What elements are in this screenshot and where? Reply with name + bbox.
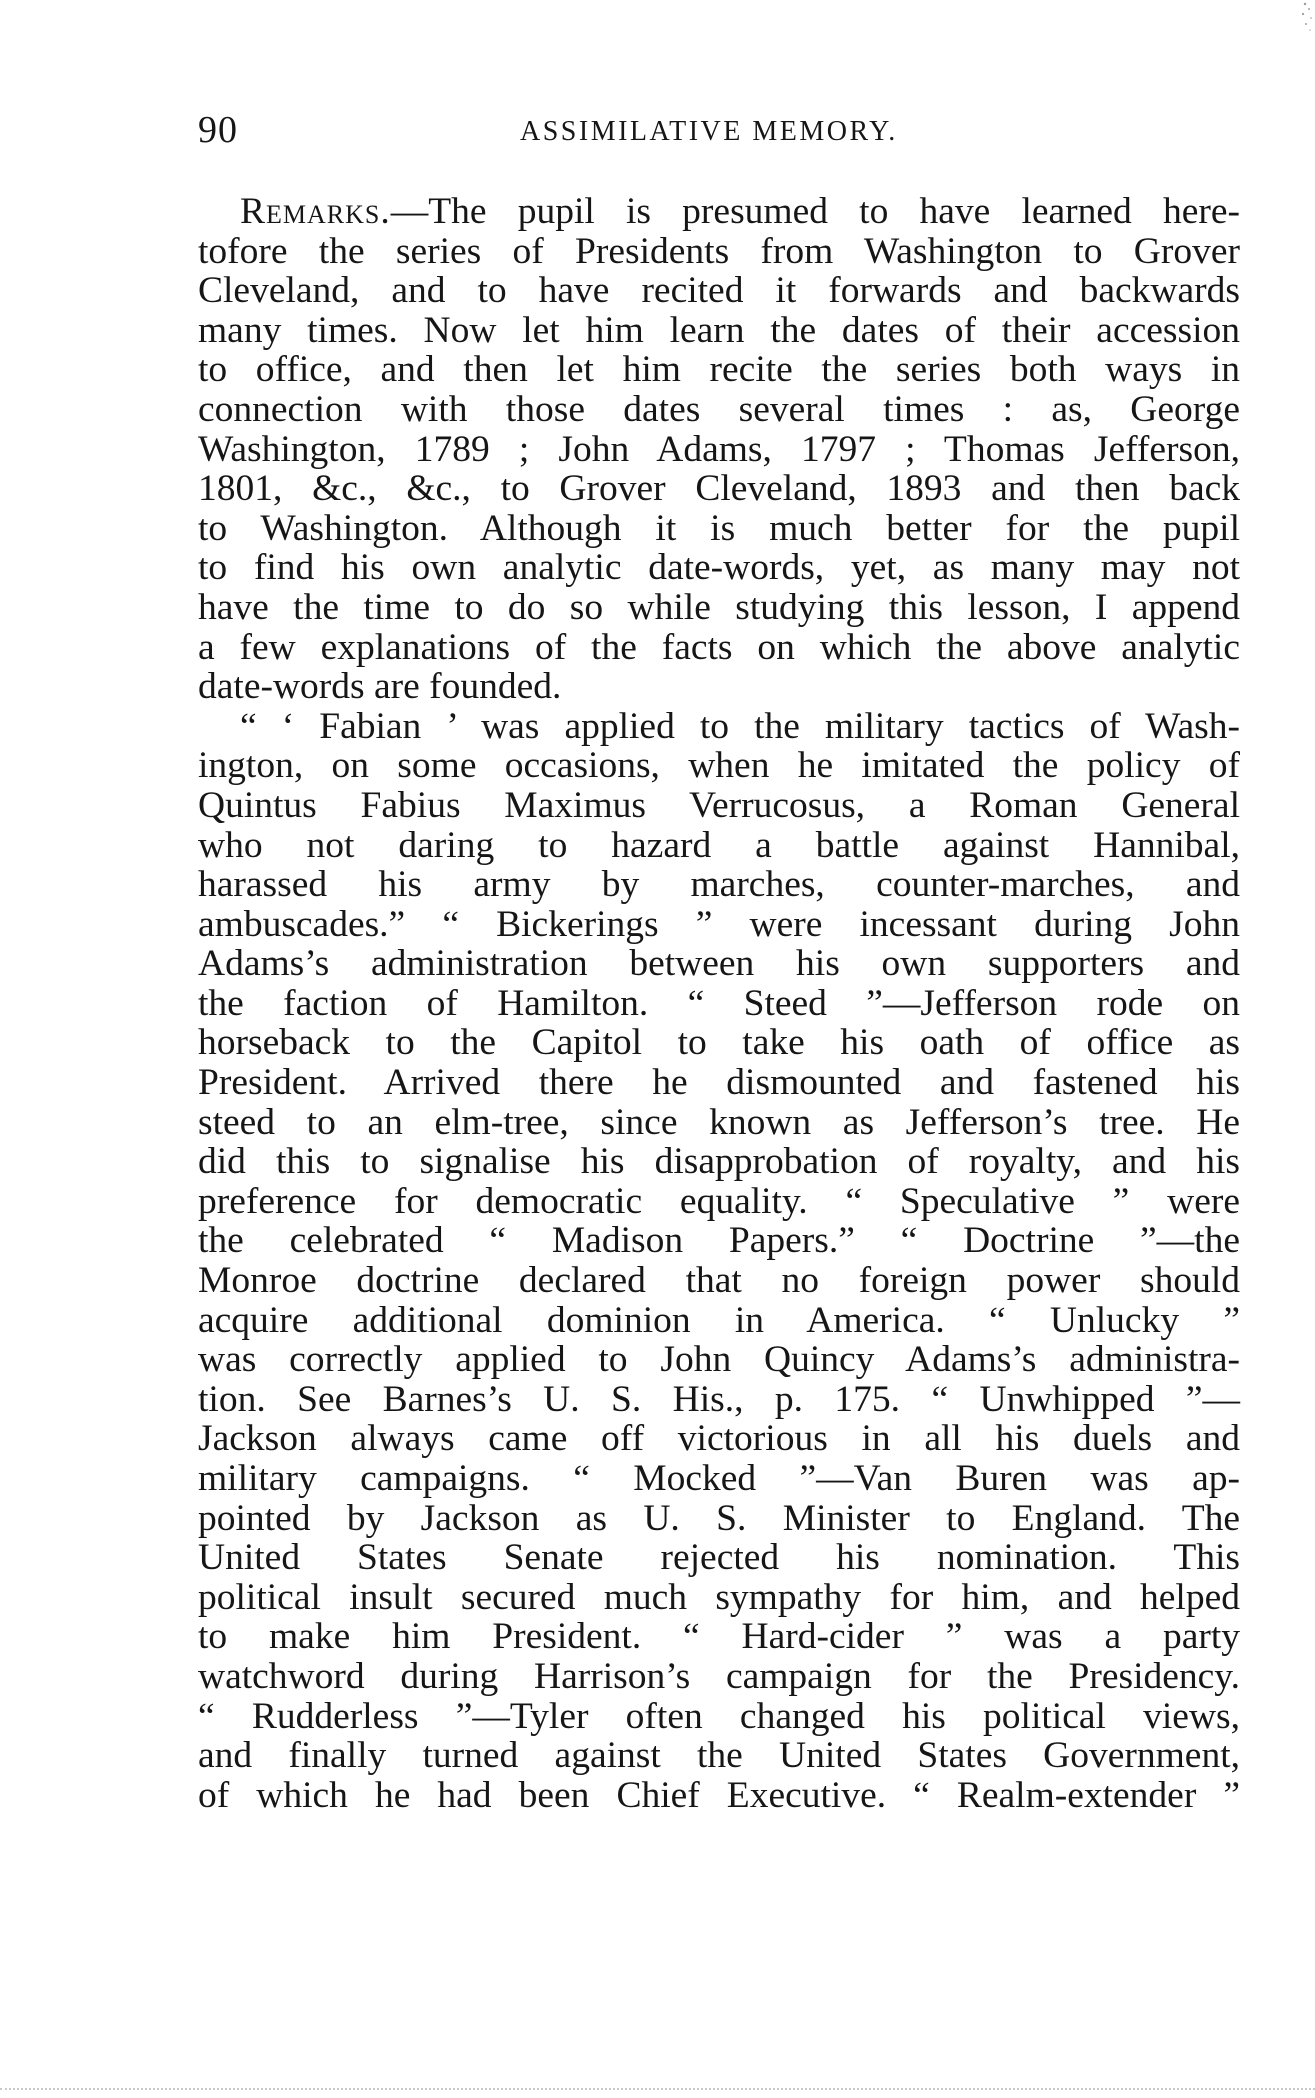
text-line: the celebrated “ Madison Papers.” “ Doctrine ”—the [198,1220,1240,1262]
text-line: steed to an elm-tree, since known as Jefferson’s tree. He [198,1101,1240,1143]
text-line: to Washington. Although it is much better for the pupil [198,507,1240,549]
text-line: tofore the series of Presidents from Washington to Grover [198,230,1240,272]
text-line: Adams’s administration between his own supporters and [198,943,1240,985]
text-line-content: —The pupil is presumed to have learned here- [390,191,1240,232]
text-line: of which he had been Chief Executive. “ Realm-extender ” [198,1774,1240,1816]
text-line: to office, and then let him recite the series both ways in [198,349,1240,391]
text-line: pointed by Jackson as U. S. Minister to England. The [198,1497,1240,1539]
text-line: connection with those dates several times : as, George [198,388,1240,430]
text-line: Cleveland, and to have recited it forwards and backwards [198,270,1240,312]
text-line: preference for democratic equality. “ Speculative ” were [198,1180,1240,1222]
text-line [198,192,1240,232]
text-line: military campaigns. “ Mocked ”—Van Buren was ap- [198,1458,1240,1499]
text-line: and finally turned against the United States Government, [198,1735,1240,1777]
running-head-title: ASSIMILATIVE MEMORY. [520,116,898,147]
scan-edge-specks [1291,0,1315,40]
text-line: did this to signalise his disapprobation of royalty, and his [198,1141,1240,1183]
text-line: date-words are founded. [198,666,562,708]
text-line: ington, on some occasions, when he imitated the policy of [198,745,1240,787]
text-line: to make him President. “ Hard-cider ” was a party [198,1616,1240,1658]
text-line: a few explanations of the facts on which the above analytic [198,626,1240,668]
text-line: the faction of Hamilton. “ Steed ”—Jefferson rode on [198,982,1240,1024]
text-line: United States Senate rejected his nomination. This [198,1537,1240,1579]
text-line: 1801, &c., &c., to Grover Cleveland, 1893 and then back [198,468,1240,510]
text-line: tion. See Barnes’s U. S. His., p. 175. “ Unwhipped ”— [198,1378,1240,1420]
text-line: Washington, 1789 ; John Adams, 1797 ; Thomas Jefferson, [198,428,1240,470]
body-text [198,192,1240,1815]
text-line: horseback to the Capitol to take his oath of office as [198,1022,1240,1064]
text-line: Jackson always came off victorious in all his duels and [198,1418,1240,1460]
text-line: “ Rudderless ”—Tyler often changed his political views, [198,1695,1240,1737]
text-line: acquire additional dominion in America. “ Unlucky ” [198,1299,1240,1341]
text-line: many times. Now let him learn the dates of their accession [198,309,1240,351]
remarks-label: Remarks. [240,191,391,232]
text-line: ambuscades.” “ Bickerings ” were incessant during John [198,903,1240,945]
text-line: who not daring to hazard a battle against Hannibal, [198,824,1240,866]
text-line: “ ‘ Fabian ’ was applied to the military tactics of Wash- [240,705,1240,747]
text-line: to find his own analytic date-words, yet, as many may not [198,547,1240,589]
page-number: 90 [198,109,238,151]
text-line: President. Arrived there he dismounted and fastened his [198,1062,1240,1104]
text-line: Quintus Fabius Maximus Verrucosus, a Roman General [198,784,1240,826]
page-bottom-edge [0,2088,1315,2092]
text-line: political insult secured much sympathy for him, and helped [198,1576,1240,1618]
text-line: harassed his army by marches, counter-marches, and [198,864,1240,906]
text-line: was correctly applied to John Quincy Adams’s administra- [198,1339,1240,1381]
text-line: have the time to do so while studying this lesson, I append [198,586,1240,628]
text-line: Monroe doctrine declared that no foreign power should [198,1260,1240,1302]
text-line: watchword during Harrison’s campaign for the Presidency. [198,1655,1240,1697]
